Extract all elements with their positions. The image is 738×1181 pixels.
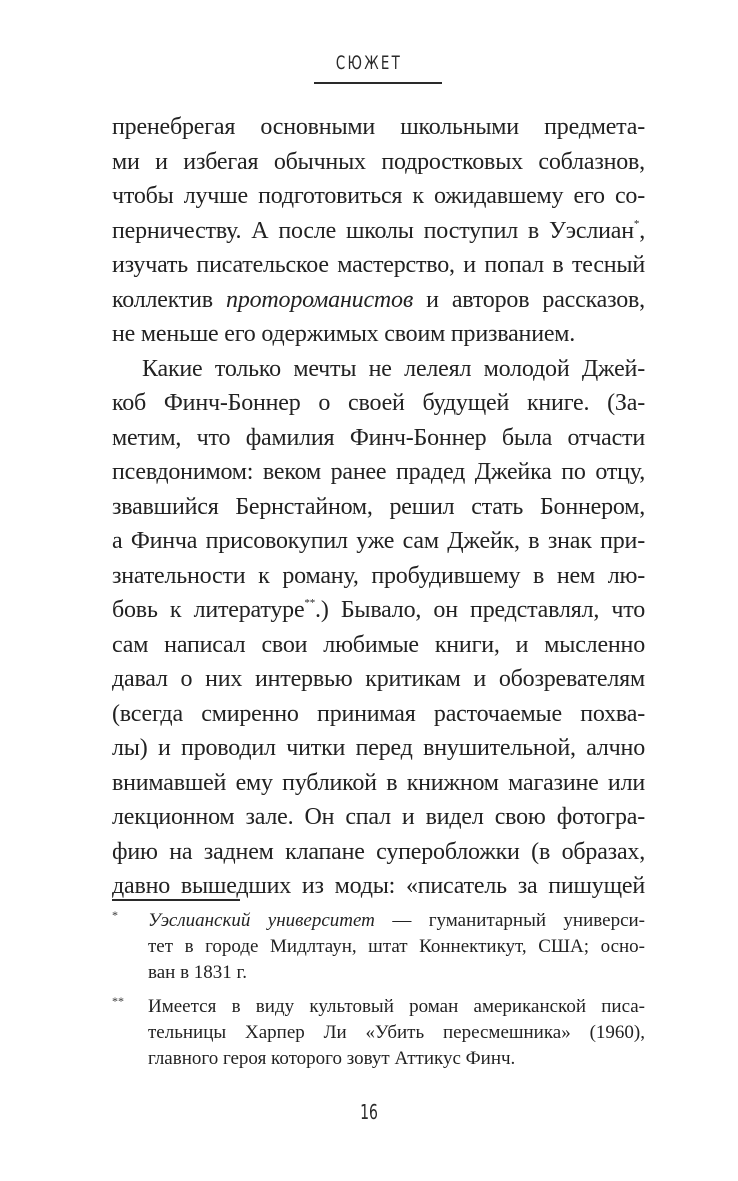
line-text: .) Бывало, он представлял, что xyxy=(315,597,645,623)
text-line xyxy=(112,490,645,525)
italic-term: протороманистов xyxy=(226,286,414,313)
footnote-2 xyxy=(112,994,645,1072)
footnote-text: — гуманитарный универси- xyxy=(374,910,645,931)
page-number: 16 xyxy=(360,1100,378,1124)
line-text: коб Финч-Боннер о своей будущей книге. (За- xyxy=(112,390,645,416)
footnote-rule xyxy=(112,899,240,901)
line-text: не меньше его одержимых своим призванием. xyxy=(112,321,576,347)
text-line xyxy=(112,248,645,283)
line-text: пренебрегая основными школьными предмета- xyxy=(112,114,645,140)
footnote-line xyxy=(148,908,645,934)
text-line xyxy=(112,421,645,456)
text-line xyxy=(112,766,645,801)
body-text xyxy=(112,110,645,904)
footnote-line xyxy=(148,934,645,960)
line-text: чтобы лучше подготовиться к ожидавшему его со- xyxy=(112,183,645,209)
text-line xyxy=(112,559,645,594)
line-text: знательности к роману, пробудившему в нем лю- xyxy=(112,562,645,589)
line-text: а Финча присовокупил уже сам Джейк, в знак при- xyxy=(112,528,645,554)
footnote-text: главного героя которого зовут Аттикус Финч. xyxy=(148,1048,516,1069)
footnote-line xyxy=(148,1046,645,1072)
footnote-line xyxy=(148,1020,645,1046)
footnote-text: тельницы Харпер Ли «Убить пересмешника» (1960), xyxy=(148,1022,645,1043)
line-text: псевдонимом: веком ранее прадед Джейка по отцу, xyxy=(112,459,645,485)
header-rule xyxy=(314,82,442,84)
text-line xyxy=(112,283,645,318)
line-text: сам написал свои любимые книги, и мысленно xyxy=(112,631,645,658)
text-line xyxy=(112,731,645,766)
text-line xyxy=(112,386,645,421)
footnote-mark: * xyxy=(112,908,118,922)
footnote-1 xyxy=(112,908,645,986)
line-text: Какие только мечты не лелеял молодой Джей- xyxy=(142,355,645,382)
text-line xyxy=(112,662,645,697)
line-text: изучать писательское мастерство, и попал в тесный xyxy=(112,252,645,278)
footnote-text: тет в городе Мидлтаун, штат Коннектикут, США; осно- xyxy=(148,936,645,957)
footnote-line xyxy=(148,994,645,1020)
line-text: ми и избегая обычных подростковых соблазнов, xyxy=(112,148,645,175)
line-text: фию на заднем клапане суперобложки (в образах, xyxy=(112,838,645,865)
text-line xyxy=(112,179,645,214)
text-line xyxy=(112,317,645,352)
line-text: коллектив xyxy=(112,286,227,313)
line-text: метим, что фамилия Финч-Боннер была отчасти xyxy=(112,424,645,451)
line-text: внимавшей ему публикой в книжном магазине или xyxy=(112,769,645,796)
text-line xyxy=(112,593,645,628)
line-text: и авторов рассказов, xyxy=(413,286,645,313)
line-text: лекционном зале. Он спал и видел свою фотогра- xyxy=(112,804,645,830)
footnote-text: Имеется в виду культовый роман американской писа- xyxy=(148,996,645,1017)
running-title: СЮЖЕТ xyxy=(335,52,403,74)
text-line xyxy=(112,800,645,835)
text-line xyxy=(112,835,645,870)
line-text: бовь к литературе xyxy=(112,597,305,623)
text-line xyxy=(112,697,645,732)
footnote-term: Уэслианский университет xyxy=(148,910,375,931)
footnote-text: ван в 1831 г. xyxy=(148,962,247,983)
text-line xyxy=(112,145,645,180)
text-line xyxy=(112,110,645,145)
footnote-line xyxy=(148,960,645,986)
line-text: лы) и проводил читки перед внушительной, алчно xyxy=(112,735,645,761)
line-text: перничеству. А после школы поступил в Уэслиан xyxy=(112,217,634,244)
text-line xyxy=(112,628,645,663)
footnote-ref-1[interactable]: * xyxy=(633,217,640,230)
footnotes xyxy=(112,908,645,1080)
text-line xyxy=(112,524,645,559)
line-text: , xyxy=(639,217,645,244)
text-line xyxy=(112,214,645,249)
footnote-mark: ** xyxy=(112,994,124,1008)
line-text: давно вышедших из моды: «писатель за пишущей xyxy=(112,873,645,899)
line-text: звавшийся Бернстайном, решил стать Боннером, xyxy=(112,493,645,520)
text-line xyxy=(112,352,645,387)
footnote-ref-2[interactable]: ** xyxy=(304,597,316,609)
text-line xyxy=(112,455,645,490)
line-text: давал о них интервью критикам и обозревателям xyxy=(112,666,645,692)
line-text: (всегда смиренно принимая расточаемые похва- xyxy=(112,700,645,727)
